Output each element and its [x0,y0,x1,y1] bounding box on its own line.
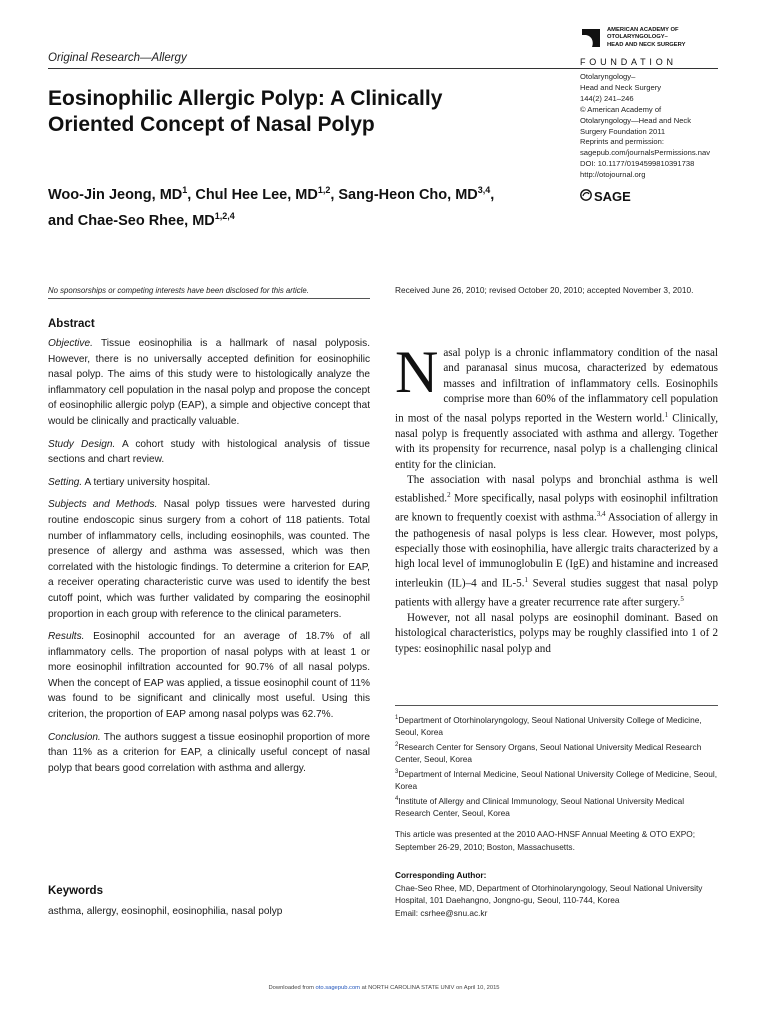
body-text-segment: More specifically, nasal polyps with eosinophil infiltration are known to frequently coexist with asthma. [395,493,718,525]
affiliation [395,766,720,793]
sage-icon [580,189,592,201]
keywords-heading: Keywords [48,885,103,897]
abstract-section [48,730,370,777]
abstract-section [48,437,370,468]
body-paragraph [395,611,718,657]
drop-cap: N [395,339,439,405]
affiliation [395,712,720,739]
sage-logo [580,189,631,204]
author-affiliation-marker: 1 [182,185,188,195]
citation-marker: 1 [524,575,528,584]
footer-suffix: at NORTH CAROLINA STATE UNIV on April 10, 2015 [360,985,500,991]
abstract-section-text: Tissue eosinophilia is a hallmark of nasal polyposis. However, there is no universally accepted definition for eosinophilic nasal polyp. The aims of this study were to histologically analyze the inflammatory cell population in the nasal polyp and propose the concept of eosinophilic allergic polyp (EAP), a simple and objective concept that would be clinically and practically valuable. [48,338,371,427]
logo-line: OTOLARYNGOLOGY– [607,34,668,41]
abstract-section-label: Setting. [48,476,83,488]
affiliation-text: Department of Otorhinolaryngology, Seoul National University College of Medicine, Seoul, Korea [395,714,702,738]
abstract-section-label: Results. [48,631,85,643]
received-dates: Received June 26, 2010; revised October 20, 2010; accepted November 3, 2010. [395,285,694,295]
journal-info-line: Otolaryngology– [580,72,636,81]
corresponding-author-heading: Corresponding Author: [395,870,487,880]
affiliation-text: Research Center for Sensory Organs, Seoul National University Medical Research Center, Seoul, Korea [395,741,702,765]
footer-link[interactable]: oto.sagepub.com [315,985,361,991]
section-label: Original Research—Allergy [48,52,187,64]
author-separator: , [490,186,495,203]
journal-info-line: http://otojournal.org [580,170,646,180]
journal-info-line: © American Academy of [580,104,662,114]
journal-info-line: 144(2) 241–246 [580,93,634,103]
abstract-section [48,629,370,723]
divider [395,705,718,706]
sage-text: SAGE [594,189,631,204]
journal-info-line: Surgery Foundation 2011 [580,126,666,136]
footer-prefix: Downloaded from [268,985,316,991]
disclosure-note: No sponsorships or competing interests have been disclosed for this article. [48,286,309,295]
article-title: Eosinophilic Allergic Polyp: A Clinically Oriented Concept of Nasal Polyp [48,87,443,136]
affiliation-text: Department of Internal Medicine, Seoul National University College of Medicine, Seoul, Korea [395,768,718,792]
journal-info-line: Otolaryngology—Head and Neck [580,115,692,125]
citation-marker: 1 [664,410,669,419]
journal-info [580,72,730,181]
logo-line: AMERICAN ACADEMY OF [607,27,679,33]
abstract-section-label: Subjects and Methods. [48,499,158,511]
citation-marker: 2 [447,491,451,500]
corresponding-line: Chae-Seo Rhee, MD, Department of Otorhinolaryngology, Seoul National University Hospital, 101 Daehangno, Jongno-gu, Seoul, 110-744, Korea [395,883,703,906]
abstract-section [48,497,370,622]
header-rule [48,68,718,69]
affiliation [395,739,720,766]
article-body [395,339,719,657]
author-name: Chul Hee Lee, MD [195,186,318,203]
abstract-section-text: A cohort study with histological analysis of tissue sections and chart review. [48,438,371,466]
logo-foundation-text: FOUNDATION [580,57,677,67]
body-text-segment: However, not all nasal polyps are eosinophil dominant. Based on histological characteristics, polyps may be roughly classified into 1 of 2 types: eosinophilic nasal polyp and [395,611,718,655]
affiliation-text: Institute of Allergy and Clinical Immunology, Seoul National University Medical Research Center, Seoul, Korea [395,795,685,819]
abstract-section-label: Conclusion. [48,731,101,743]
affiliation-number: 3 [395,768,399,775]
body-text-segment: Clinically, nasal polyp is frequently associated with asthma and allergy. Together with its propensity for recurrence, nasal polyp is a challenging clinical entity for the clinician. [395,412,719,471]
corresponding-line: Email: csrhee@snu.ac.kr [395,907,488,918]
author-affiliation-marker: 3,4 [477,185,491,195]
abstract-section-text: Eosinophil accounted for an average of 18.7% of all inflammatory cells. The proportion of nasal polyps with at least 1 or more eosinophil infiltration accounted for 90.7% of all nasal polyps. When the concept of EAP was applied, a tissue eosinophil count of 11% was found to be significant and clinically most useful. Using this criterion, the proportion of EAP among nasal polyps was 62.7%. [48,631,370,721]
journal-info-line: Head and Neck Surgery [580,82,662,92]
affiliations [395,712,720,820]
body-paragraph [395,473,718,611]
keywords-list: asthma, allergy, eosinophil, eosinophilia, nasal polyp [48,906,283,917]
citation-marker: 3,4 [596,510,606,519]
author-name: Sang-Heon Cho, MD [338,186,478,203]
journal-info-line: Reprints and permission: [580,137,664,147]
download-footer [0,985,768,991]
author-affiliation-marker: 1,2 [317,185,331,195]
abstract-section-label: Objective. [48,338,93,349]
affiliation [395,793,720,820]
abstract-heading: Abstract [48,318,95,330]
corresponding-author-details [395,882,720,919]
author-affiliation-marker: 1,2,4 [214,210,235,221]
abstract-section [48,336,370,430]
affiliation-number: 1 [395,715,399,721]
affiliation-number: 4 [395,795,399,802]
abstract-body [48,336,370,783]
author-separator: , [330,186,339,203]
body-text-segment: asal polyp is a chronic inflammatory condition of the nasal and paranasal sinus mucosa, characterized by edematous masses and infiltration of inflammatory cells. Eosinophils comprise more than 60% of the inflammatory cell population in most of the nasal polyps reported in the Western world. [395,347,718,425]
journal-info-line: DOI: 10.1177/0194599810391738 [580,159,695,169]
abstract-section-text: The authors suggest a tissue eosinophil proportion of more than 11% as a criterion for EAP, a clinically useful concept of nasal polyp that bears good correlation with asthma and allergy. [48,731,371,774]
abstract-section-text: Nasal polyp tissues were harvested during routine endoscopic sinus surgery from a cohort of 118 patients. Total number of inflammatory cells, including eosinophils, was counted. The presence of allergy and asthma was assessed, which was then correlated with the histologic findings. To determine a criterion for EAP, a receiver operating characteristic curve was used to identify the best cutoff point, which was further validated by comparing the eosinophil proportion in each group with reference to the clinical parameters. [48,499,371,620]
body-text-segment: Several studies suggest that nasal polyp patients with allergy have a greater recurrence rate after surgery. [395,577,719,609]
author-name: and Chae-Seo Rhee, MD [48,212,215,229]
author-list [48,180,558,232]
body-text-segment: The association with nasal polyps and bronchial asthma is well established. [395,473,718,506]
presentation-note: This article was presented at the 2010 AAO-HNSF Annual Meeting & OTO EXPO; September 26-29, 2010; Boston, Massachusetts. [395,829,696,852]
logo-line: HEAD AND NECK SURGERY [607,41,686,48]
affiliation-number: 2 [395,741,399,748]
author-name: Woo-Jin Jeong, MD [48,186,183,203]
author-separator: , [187,186,196,203]
abstract-section [48,475,370,491]
divider [48,298,370,299]
body-paragraph [395,339,719,473]
body-text-segment: Association of allergy in the pathogenesis of nasal polyps is less clear. However, most polyps, especially those with eosinophilia, have allergic traits characterized by a high local level of immunoglobulin E (IgE) and histamine and increased interleukin (IL)–4 and IL-5. [395,512,718,590]
abstract-section-label: Study Design. [48,438,116,450]
abstract-section-text: A tertiary university hospital. [84,476,211,488]
foundation-emblem-icon [580,27,602,49]
citation-marker: 5 [680,594,684,603]
journal-info-line: sagepub.com/journalsPermissions.nav [580,148,711,158]
